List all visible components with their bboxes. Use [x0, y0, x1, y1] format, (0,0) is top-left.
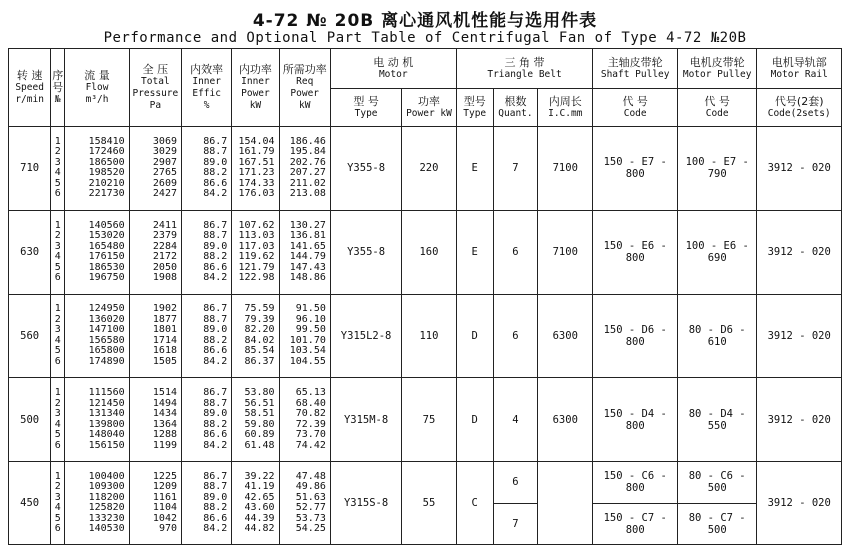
table-row [9, 294, 842, 378]
rail-code-cell: 3912 - 020 [757, 294, 842, 378]
mpulley-code-cell: 80 - C6 - 500 [677, 462, 756, 503]
efficiency-value: 88.7 [203, 481, 228, 493]
row-no: 3 [54, 491, 61, 503]
pressure-value: 1199 [152, 439, 177, 451]
rail-code-cell: 3912 - 020 [757, 462, 842, 545]
row-no [51, 294, 65, 378]
flow-value: 158410 [88, 135, 125, 147]
inner-power-value: 117.03 [238, 240, 275, 252]
inner-power-values [232, 127, 279, 211]
req-power-values [279, 127, 330, 211]
req-power-value: 49.86 [295, 481, 326, 493]
flow-value: 210210 [88, 177, 125, 189]
row-no: 1 [54, 135, 61, 147]
pressure-value: 1908 [152, 272, 177, 284]
table-row [9, 378, 842, 462]
efficiency-value: 86.7 [203, 219, 228, 231]
flow-value: 172460 [88, 146, 125, 158]
header-no: 序 号 № [51, 49, 65, 127]
header-row-1 [9, 49, 842, 89]
inner-power-values [232, 378, 279, 462]
belt-type-cell: E [456, 210, 493, 294]
shaft-code-cell: 150 - E6 - 800 [593, 210, 678, 294]
pressure-value: 2379 [152, 230, 177, 242]
table-row [9, 462, 842, 503]
header-motor-power: 功率 Power kW [402, 89, 456, 127]
efficiency-value: 86.6 [203, 177, 228, 189]
req-power-value: 207.27 [289, 167, 326, 179]
row-no: 4 [54, 334, 61, 346]
shaft-code-cell: 150 - C6 - 800 [593, 462, 678, 503]
efficiency-value: 89.0 [203, 408, 228, 420]
belt-ic-cell: 7100 [538, 210, 593, 294]
req-power-values [279, 378, 330, 462]
inner-power-value: 86.37 [244, 355, 275, 367]
efficiency-value: 84.2 [203, 439, 228, 451]
pressure-value: 3029 [152, 146, 177, 158]
header-inner-power: 内功率 Inner Power kW [232, 49, 279, 127]
row-no [51, 127, 65, 211]
mpulley-code-cell: 80 - D4 - 550 [677, 378, 756, 462]
efficiency-value: 88.7 [203, 230, 228, 242]
flow-value: 124950 [88, 303, 125, 315]
pressure-value: 970 [158, 523, 177, 535]
row-no: 5 [54, 345, 61, 357]
header-motor-pulley: 电机皮带轮 Motor Pulley [677, 49, 756, 89]
header-belt-quant: 根数 Quant. [493, 89, 537, 127]
belt-ic-cell: 6300 [538, 294, 593, 378]
flow-value: 111560 [88, 387, 125, 399]
row-no [51, 378, 65, 462]
speed-cell: 500 [9, 378, 51, 462]
motor-power-cell: 220 [402, 127, 456, 211]
row-no: 1 [54, 470, 61, 482]
efficiency-value: 86.6 [203, 512, 228, 524]
efficiency-values [182, 127, 232, 211]
belt-ic-cell [538, 462, 593, 545]
inner-power-value: 39.22 [244, 470, 275, 482]
motor-type-cell: Y315M-8 [330, 378, 401, 462]
efficiency-value: 89.0 [203, 491, 228, 503]
belt-quant-cell: 6 [493, 462, 537, 503]
inner-power-value: 61.48 [244, 439, 275, 451]
efficiency-value: 88.2 [203, 334, 228, 346]
flow-value: 186530 [88, 261, 125, 273]
flow-value: 139800 [88, 418, 125, 430]
efficiency-value: 86.7 [203, 303, 228, 315]
inner-power-value: 82.20 [244, 324, 275, 336]
req-power-value: 65.13 [295, 387, 326, 399]
inner-power-value: 107.62 [238, 219, 275, 231]
flow-value: 196750 [88, 272, 125, 284]
row-no: 5 [54, 512, 61, 524]
flow-value: 148040 [88, 429, 125, 441]
req-power-value: 72.39 [295, 418, 326, 430]
inner-power-value: 53.80 [244, 387, 275, 399]
req-power-value: 51.63 [295, 491, 326, 503]
header-motor: 电 动 机 Motor [330, 49, 456, 89]
efficiency-value: 84.2 [203, 188, 228, 200]
belt-quant-cell: 7 [493, 503, 537, 544]
shaft-code-cell: 150 - D4 - 800 [593, 378, 678, 462]
efficiency-value: 84.2 [203, 272, 228, 284]
row-no: 3 [54, 408, 61, 420]
efficiency-value: 86.7 [203, 470, 228, 482]
belt-quant-cell: 7 [493, 127, 537, 211]
pressure-value: 2050 [152, 261, 177, 273]
req-power-value: 68.40 [295, 397, 326, 409]
flow-value: 156150 [88, 439, 125, 451]
flow-values [65, 462, 129, 545]
efficiency-values [182, 294, 232, 378]
req-power-value: 130.27 [289, 219, 326, 231]
inner-power-value: 41.19 [244, 481, 275, 493]
page-subtitle: Performance and Optional Part Table of Centrifugal Fan of Type 4-72 №20B [103, 30, 747, 46]
flow-value: 125820 [88, 502, 125, 514]
efficiency-value: 86.6 [203, 345, 228, 357]
req-power-values [279, 294, 330, 378]
row-no: 2 [54, 313, 61, 325]
req-power-value: 74.42 [295, 439, 326, 451]
header-speed: 转 速 Speed r/min [9, 49, 51, 127]
inner-power-value: 44.39 [244, 512, 275, 524]
efficiency-values [182, 210, 232, 294]
flow-value: 140530 [88, 523, 125, 535]
row-no: 5 [54, 177, 61, 189]
row-no: 2 [54, 481, 61, 493]
flow-value: 133230 [88, 512, 125, 524]
req-power-values [279, 462, 330, 545]
belt-type-cell: D [456, 378, 493, 462]
row-no: 1 [54, 303, 61, 315]
row-no [51, 210, 65, 294]
pressure-values [129, 294, 181, 378]
row-no: 4 [54, 502, 61, 514]
belt-quant-cell: 6 [493, 210, 537, 294]
motor-type-cell: Y315L2-8 [330, 294, 401, 378]
req-power-value: 96.10 [295, 313, 326, 325]
flow-value: 165480 [88, 240, 125, 252]
table-row [9, 210, 842, 294]
inner-power-values [232, 462, 279, 545]
efficiency-value: 86.7 [203, 387, 228, 399]
header-flow: 流 量 Flow m³/h [65, 49, 129, 127]
inner-power-value: 43.60 [244, 502, 275, 514]
row-no: 6 [54, 272, 61, 284]
inner-power-value: 119.62 [238, 251, 275, 263]
speed-cell: 560 [9, 294, 51, 378]
flow-value: 131340 [88, 408, 125, 420]
req-power-value: 147.43 [289, 261, 326, 273]
flow-value: 156580 [88, 334, 125, 346]
row-no: 3 [54, 324, 61, 336]
req-power-value: 211.02 [289, 177, 326, 189]
req-power-value: 136.81 [289, 230, 326, 242]
flow-values [65, 210, 129, 294]
inner-power-values [232, 294, 279, 378]
motor-type-cell: Y315S-8 [330, 462, 401, 545]
inner-power-value: 121.79 [238, 261, 275, 273]
shaft-code-cell: 150 - D6 - 800 [593, 294, 678, 378]
row-no: 6 [54, 523, 61, 535]
pressure-value: 1505 [152, 355, 177, 367]
header-pressure: 全 压 Total Pressure Pa [129, 49, 181, 127]
inner-power-value: 171.23 [238, 167, 275, 179]
pressure-value: 1514 [152, 387, 177, 399]
efficiency-value: 84.2 [203, 523, 228, 535]
efficiency-value: 88.7 [203, 313, 228, 325]
table-row [9, 127, 842, 211]
inner-power-value: 79.39 [244, 313, 275, 325]
header-motor-type: 型 号 Type [330, 89, 401, 127]
row-no: 2 [54, 397, 61, 409]
req-power-value: 99.50 [295, 324, 326, 336]
flow-values [65, 127, 129, 211]
performance-table [8, 48, 842, 545]
rail-code-cell: 3912 - 020 [757, 210, 842, 294]
belt-type-cell: E [456, 127, 493, 211]
row-no: 4 [54, 167, 61, 179]
row-no: 5 [54, 429, 61, 441]
pressure-value: 1364 [152, 418, 177, 430]
flow-values [65, 294, 129, 378]
inner-power-value: 42.65 [244, 491, 275, 503]
pressure-value: 1104 [152, 502, 177, 514]
pressure-value: 2427 [152, 188, 177, 200]
row-no: 3 [54, 156, 61, 168]
inner-power-value: 58.51 [244, 408, 275, 420]
inner-power-value: 60.89 [244, 429, 275, 441]
flow-value: 147100 [88, 324, 125, 336]
req-power-value: 144.79 [289, 251, 326, 263]
inner-power-value: 84.02 [244, 334, 275, 346]
row-no: 6 [54, 439, 61, 451]
flow-value: 136020 [88, 313, 125, 325]
rail-code-cell: 3912 - 020 [757, 127, 842, 211]
row-no: 2 [54, 230, 61, 242]
inner-power-value: 154.04 [238, 135, 275, 147]
inner-power-values [232, 210, 279, 294]
efficiency-value: 86.7 [203, 135, 228, 147]
motor-power-cell: 75 [402, 378, 456, 462]
req-power-value: 73.70 [295, 429, 326, 441]
req-power-values [279, 210, 330, 294]
pressure-value: 1618 [152, 345, 177, 357]
header-req-power: 所需功率 Req Power kW [279, 49, 330, 127]
belt-quant-cell: 6 [493, 294, 537, 378]
pressure-value: 3069 [152, 135, 177, 147]
header-belt: 三 角 带 Triangle Belt [456, 49, 593, 89]
flow-value: 100400 [88, 470, 125, 482]
row-no: 6 [54, 355, 61, 367]
efficiency-values [182, 462, 232, 545]
mpulley-code-cell: 80 - D6 - 610 [677, 294, 756, 378]
req-power-value: 70.82 [295, 408, 326, 420]
inner-power-value: 85.54 [244, 345, 275, 357]
header-belt-type: 型号 Type [456, 89, 493, 127]
header-rail-code: 代号(2套) Code(2sets) [757, 89, 842, 127]
pressure-value: 1714 [152, 334, 177, 346]
efficiency-value: 88.2 [203, 167, 228, 179]
page-title: 4-72 № 20B 离心通风机性能与选用件表 [252, 11, 598, 31]
motor-power-cell: 110 [402, 294, 456, 378]
pressure-values [129, 127, 181, 211]
inner-power-value: 167.51 [238, 156, 275, 168]
req-power-value: 91.50 [295, 303, 326, 315]
req-power-value: 104.55 [289, 355, 326, 367]
req-power-value: 47.48 [295, 470, 326, 482]
shaft-code-cell: 150 - C7 - 800 [593, 503, 678, 544]
req-power-value: 141.65 [289, 240, 326, 252]
efficiency-value: 86.6 [203, 261, 228, 273]
pressure-value: 1161 [152, 491, 177, 503]
row-no: 6 [54, 188, 61, 200]
header-motor-rail: 电机导轨部 Motor Rail [757, 49, 842, 89]
pressure-value: 1902 [152, 303, 177, 315]
efficiency-value: 89.0 [203, 240, 228, 252]
pressure-value: 1209 [152, 481, 177, 493]
inner-power-value: 176.03 [238, 188, 275, 200]
speed-cell: 450 [9, 462, 51, 545]
belt-ic-cell: 7100 [538, 127, 593, 211]
inner-power-value: 113.03 [238, 230, 275, 242]
pressure-value: 1225 [152, 470, 177, 482]
row-no: 5 [54, 261, 61, 273]
belt-type-cell: D [456, 294, 493, 378]
pressure-value: 2609 [152, 177, 177, 189]
inner-power-value: 75.59 [244, 303, 275, 315]
req-power-value: 53.73 [295, 512, 326, 524]
flow-value: 140560 [88, 219, 125, 231]
pressure-values [129, 210, 181, 294]
pressure-value: 2907 [152, 156, 177, 168]
flow-value: 176150 [88, 251, 125, 263]
efficiency-values [182, 378, 232, 462]
mpulley-code-cell: 100 - E7 - 790 [677, 127, 756, 211]
req-power-value: 54.25 [295, 523, 326, 535]
header-shaft-pulley: 主轴皮带轮 Shaft Pulley [593, 49, 678, 89]
row-no: 1 [54, 219, 61, 231]
motor-power-cell: 160 [402, 210, 456, 294]
row-no: 1 [54, 387, 61, 399]
efficiency-value: 84.2 [203, 355, 228, 367]
flow-value: 165800 [88, 345, 125, 357]
pressure-value: 2172 [152, 251, 177, 263]
rail-code-cell: 3912 - 020 [757, 378, 842, 462]
inner-power-value: 174.33 [238, 177, 275, 189]
req-power-value: 103.54 [289, 345, 326, 357]
mpulley-code-cell: 80 - C7 - 500 [677, 503, 756, 544]
req-power-value: 195.84 [289, 146, 326, 158]
pressure-value: 1494 [152, 397, 177, 409]
req-power-value: 186.46 [289, 135, 326, 147]
header-shaft-code: 代 号 Code [593, 89, 678, 127]
flow-value: 198520 [88, 167, 125, 179]
flow-value: 186500 [88, 156, 125, 168]
pressure-value: 1042 [152, 512, 177, 524]
efficiency-value: 88.7 [203, 146, 228, 158]
pressure-value: 2411 [152, 219, 177, 231]
req-power-value: 101.70 [289, 334, 326, 346]
row-no: 2 [54, 146, 61, 158]
pressure-value: 2284 [152, 240, 177, 252]
req-power-value: 148.86 [289, 272, 326, 284]
pressure-value: 1801 [152, 324, 177, 336]
header-efficiency: 内效率 Inner Effic % [182, 49, 232, 127]
inner-power-value: 59.80 [244, 418, 275, 430]
efficiency-value: 86.6 [203, 429, 228, 441]
shaft-code-cell: 150 - E7 - 800 [593, 127, 678, 211]
pressure-value: 2765 [152, 167, 177, 179]
flow-value: 121450 [88, 397, 125, 409]
req-power-value: 213.08 [289, 188, 326, 200]
req-power-value: 202.76 [289, 156, 326, 168]
row-no [51, 462, 65, 545]
inner-power-value: 122.98 [238, 272, 275, 284]
efficiency-value: 89.0 [203, 156, 228, 168]
belt-quant-cell: 4 [493, 378, 537, 462]
row-no: 4 [54, 418, 61, 430]
pressure-value: 1288 [152, 429, 177, 441]
header-belt-ic: 内周长 I.C.mm [538, 89, 593, 127]
motor-power-cell: 55 [402, 462, 456, 545]
header-mpulley-code: 代 号 Code [677, 89, 756, 127]
speed-cell: 630 [9, 210, 51, 294]
table-body [9, 127, 842, 545]
flow-values [65, 378, 129, 462]
pressure-values [129, 378, 181, 462]
speed-cell: 710 [9, 127, 51, 211]
mpulley-code-cell: 100 - E6 - 690 [677, 210, 756, 294]
efficiency-value: 88.7 [203, 397, 228, 409]
flow-value: 109300 [88, 481, 125, 493]
inner-power-value: 44.82 [244, 523, 275, 535]
pressure-values [129, 462, 181, 545]
belt-ic-cell: 6300 [538, 378, 593, 462]
motor-type-cell: Y355-8 [330, 210, 401, 294]
efficiency-value: 88.2 [203, 418, 228, 430]
inner-power-value: 56.51 [244, 397, 275, 409]
row-no: 4 [54, 251, 61, 263]
motor-type-cell: Y355-8 [330, 127, 401, 211]
efficiency-value: 89.0 [203, 324, 228, 336]
pressure-value: 1877 [152, 313, 177, 325]
inner-power-value: 161.79 [238, 146, 275, 158]
pressure-value: 1434 [152, 408, 177, 420]
efficiency-value: 88.2 [203, 502, 228, 514]
flow-value: 221730 [88, 188, 125, 200]
flow-value: 118200 [88, 491, 125, 503]
belt-type-cell: C [456, 462, 493, 545]
efficiency-value: 88.2 [203, 251, 228, 263]
flow-value: 153020 [88, 230, 125, 242]
flow-value: 174890 [88, 355, 125, 367]
row-no: 3 [54, 240, 61, 252]
req-power-value: 52.77 [295, 502, 326, 514]
